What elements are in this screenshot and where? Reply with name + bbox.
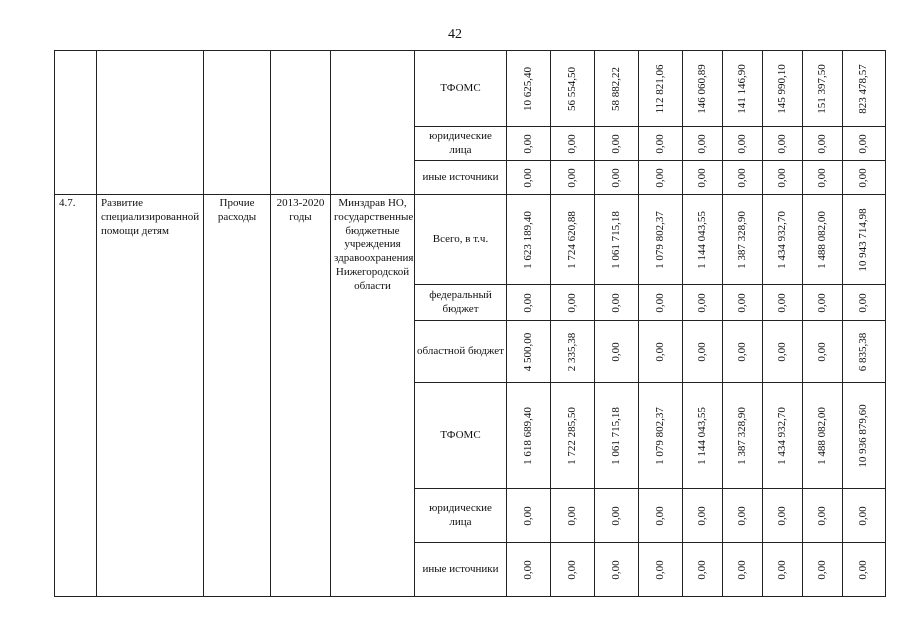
value-cell (507, 383, 551, 489)
funding-source: Всего, в т.ч. (415, 195, 507, 285)
value-cell (723, 285, 763, 321)
value-text: 0,00 (521, 292, 534, 313)
value-cell (803, 383, 843, 489)
value-text: 0,00 (609, 167, 622, 188)
expense-type: Прочие расходы (204, 195, 271, 597)
value-text: 0,00 (565, 505, 578, 526)
funding-source: федеральный бюджет (415, 285, 507, 321)
value-cell (551, 489, 595, 543)
funding-source: юридические лица (415, 489, 507, 543)
value-cell (843, 127, 886, 161)
value-cell (803, 195, 843, 285)
item-executor: Минздрав НО, государственные бюджетные учреждения здравоохранения Нижегородской области (331, 195, 415, 597)
value-cell (683, 321, 723, 383)
value-cell (843, 51, 886, 127)
empty-continuation-cell (331, 51, 415, 195)
value-cell (507, 285, 551, 321)
value-cell (507, 543, 551, 597)
value-cell (763, 543, 803, 597)
value-cell (683, 285, 723, 321)
value-cell (803, 321, 843, 383)
item-name: Развитие специализированной помощи детям (97, 195, 204, 597)
value-cell (683, 383, 723, 489)
value-cell (551, 543, 595, 597)
empty-continuation-cell (55, 51, 97, 195)
value-text: 0,00 (609, 341, 622, 362)
funding-source: иные источники (415, 543, 507, 597)
value-text: 0,00 (735, 292, 748, 313)
value-text: 1 434 932,70 (775, 210, 788, 269)
funding-source: ТФОМС (415, 51, 507, 127)
value-cell (803, 285, 843, 321)
value-cell (683, 195, 723, 285)
value-text: 1 144 043,55 (695, 406, 708, 465)
value-cell (763, 321, 803, 383)
value-cell (639, 161, 683, 195)
value-cell (639, 195, 683, 285)
value-text: 1 488 082,00 (815, 210, 828, 269)
scan-edge-top (0, 0, 905, 3)
value-text: 0,00 (775, 167, 788, 188)
value-cell (843, 161, 886, 195)
value-text: 0,00 (653, 341, 666, 362)
value-text: 151 397,50 (815, 63, 828, 114)
value-text: 112 821,06 (653, 63, 666, 114)
empty-continuation-cell (271, 51, 331, 195)
value-cell (803, 161, 843, 195)
value-text: 1 144 043,55 (695, 210, 708, 269)
value-cell (843, 321, 886, 383)
value-text: 0,00 (857, 559, 870, 580)
value-text: 56 554,50 (565, 66, 578, 111)
value-cell (595, 195, 639, 285)
value-cell (507, 51, 551, 127)
value-cell (763, 51, 803, 127)
value-cell (723, 51, 763, 127)
value-text: 2 335,38 (565, 332, 578, 371)
value-text: 141 146,90 (735, 63, 748, 114)
value-text: 0,00 (775, 292, 788, 313)
value-cell (639, 51, 683, 127)
value-text: 1 722 285,50 (565, 406, 578, 465)
value-text: 0,00 (653, 559, 666, 580)
value-text: 0,00 (609, 505, 622, 526)
value-text: 1 061 715,18 (609, 210, 622, 269)
value-cell (803, 543, 843, 597)
value-cell (595, 489, 639, 543)
value-cell (683, 543, 723, 597)
value-cell (595, 51, 639, 127)
value-text: 1 387 328,90 (735, 406, 748, 465)
table-body (55, 51, 886, 597)
value-cell (507, 321, 551, 383)
value-text: 0,00 (815, 341, 828, 362)
funding-source: областной бюджет (415, 321, 507, 383)
value-text: 1 434 932,70 (775, 406, 788, 465)
value-text: 0,00 (695, 341, 708, 362)
value-text: 0,00 (775, 133, 788, 154)
value-text: 0,00 (857, 167, 870, 188)
value-text: 0,00 (695, 292, 708, 313)
value-cell (639, 489, 683, 543)
value-text: 145 990,10 (775, 63, 788, 114)
value-text: 0,00 (695, 133, 708, 154)
value-cell (551, 51, 595, 127)
value-text: 0,00 (565, 292, 578, 313)
value-text: 0,00 (565, 133, 578, 154)
value-cell (843, 195, 886, 285)
value-cell (683, 127, 723, 161)
value-cell (507, 161, 551, 195)
value-text: 0,00 (735, 167, 748, 188)
empty-continuation-cell (97, 51, 204, 195)
value-cell (803, 51, 843, 127)
value-text: 0,00 (653, 292, 666, 313)
value-cell (551, 383, 595, 489)
value-text: 0,00 (653, 505, 666, 526)
value-cell (595, 127, 639, 161)
value-text: 0,00 (653, 167, 666, 188)
value-cell (595, 543, 639, 597)
value-cell (639, 383, 683, 489)
value-text: 146 060,89 (695, 63, 708, 114)
value-text: 0,00 (735, 341, 748, 362)
value-text: 1 724 620,88 (565, 210, 578, 269)
funding-source: юридические лица (415, 127, 507, 161)
value-text: 1 387 328,90 (735, 210, 748, 269)
value-text: 0,00 (775, 341, 788, 362)
value-text: 0,00 (609, 559, 622, 580)
empty-continuation-cell (204, 51, 271, 195)
value-cell (803, 127, 843, 161)
value-text: 1 618 689,40 (521, 406, 534, 465)
value-cell (723, 321, 763, 383)
value-cell (843, 285, 886, 321)
value-text: 0,00 (609, 292, 622, 313)
value-text: 0,00 (857, 292, 870, 313)
value-text: 0,00 (653, 133, 666, 154)
value-text: 0,00 (521, 505, 534, 526)
value-text: 1 488 082,00 (815, 406, 828, 465)
value-cell (507, 195, 551, 285)
value-text: 0,00 (695, 559, 708, 580)
budget-table (54, 50, 886, 597)
value-text: 0,00 (695, 505, 708, 526)
value-text: 10 936 879,60 (857, 403, 870, 468)
value-text: 0,00 (857, 133, 870, 154)
value-text: 0,00 (521, 167, 534, 188)
value-cell (723, 127, 763, 161)
value-text: 0,00 (521, 559, 534, 580)
value-cell (843, 543, 886, 597)
value-cell (683, 161, 723, 195)
value-cell (639, 127, 683, 161)
value-text: 1 623 189,40 (521, 210, 534, 269)
page-number: 42 (448, 27, 462, 42)
value-cell (595, 383, 639, 489)
value-text: 58 882,22 (609, 66, 622, 111)
value-cell (763, 161, 803, 195)
value-cell (595, 161, 639, 195)
value-cell (595, 285, 639, 321)
value-cell (551, 161, 595, 195)
value-text: 4 500,00 (521, 332, 534, 371)
value-cell (551, 321, 595, 383)
value-cell (639, 285, 683, 321)
value-cell (595, 321, 639, 383)
table-row (55, 195, 886, 285)
value-text: 0,00 (695, 167, 708, 188)
value-text: 1 079 802,37 (653, 406, 666, 465)
value-text: 10 943 714,98 (857, 207, 870, 272)
value-cell (683, 51, 723, 127)
value-cell (723, 161, 763, 195)
value-cell (763, 489, 803, 543)
value-cell (551, 285, 595, 321)
value-text: 0,00 (815, 505, 828, 526)
value-cell (803, 489, 843, 543)
value-cell (507, 489, 551, 543)
value-text: 1 061 715,18 (609, 406, 622, 465)
value-text: 0,00 (565, 559, 578, 580)
value-text: 1 079 802,37 (653, 210, 666, 269)
value-cell (723, 543, 763, 597)
value-text: 0,00 (815, 292, 828, 313)
value-cell (763, 127, 803, 161)
value-cell (723, 195, 763, 285)
value-cell (639, 543, 683, 597)
value-text: 0,00 (735, 505, 748, 526)
value-cell (763, 195, 803, 285)
value-text: 10 625,40 (521, 66, 534, 111)
value-text: 0,00 (565, 167, 578, 188)
value-text: 823 478,57 (857, 63, 870, 114)
value-text: 0,00 (815, 559, 828, 580)
value-text: 0,00 (815, 133, 828, 154)
value-text: 0,00 (815, 167, 828, 188)
funding-source: ТФОМС (415, 383, 507, 489)
value-text: 0,00 (521, 133, 534, 154)
value-cell (723, 489, 763, 543)
value-text: 0,00 (735, 133, 748, 154)
item-years: 2013-2020 годы (271, 195, 331, 597)
table-row (55, 51, 886, 127)
value-text: 0,00 (857, 505, 870, 526)
value-cell (843, 383, 886, 489)
value-text: 0,00 (775, 559, 788, 580)
item-number: 4.7. (55, 195, 97, 597)
value-cell (639, 321, 683, 383)
value-text: 0,00 (609, 133, 622, 154)
value-text: 0,00 (735, 559, 748, 580)
value-cell (843, 489, 886, 543)
value-cell (763, 285, 803, 321)
value-cell (551, 195, 595, 285)
value-text: 0,00 (775, 505, 788, 526)
funding-source: иные источники (415, 161, 507, 195)
value-text: 6 835,38 (857, 332, 870, 371)
value-cell (763, 383, 803, 489)
value-cell (683, 489, 723, 543)
value-cell (551, 127, 595, 161)
value-cell (723, 383, 763, 489)
value-cell (507, 127, 551, 161)
